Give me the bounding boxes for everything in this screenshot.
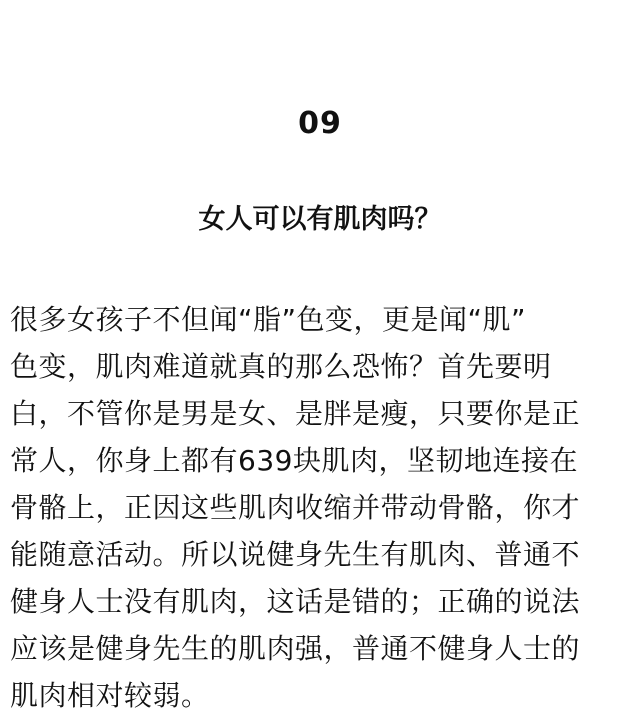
paragraph-line: 很多女孩子不但闻“脂”色变，更是闻“肌”: [10, 303, 527, 336]
paragraph-line: 肌肉相对较弱。: [10, 679, 210, 712]
paragraph-line: 色变，肌肉难道就真的那么恐怖？首先要明: [10, 350, 552, 383]
paragraph-line: 常人，你身上都有639块肌肉，坚韧地连接在: [10, 444, 578, 477]
paragraph-line: 白，不管你是男是女、是胖是瘦，只要你是正: [10, 397, 581, 430]
article-paragraph: [10, 296, 634, 719]
paragraph-line: 骨骼上，正因这些肌肉收缩并带动骨骼，你才: [10, 491, 581, 524]
section-title: 女人可以有肌肉吗？: [198, 204, 442, 235]
paragraph-line: 能随意活动。所以说健身先生有肌肉、普通不: [10, 538, 581, 571]
paragraph-line: 健身人士没有肌肉，这话是错的；正确的说法: [10, 585, 581, 618]
section-number: 09: [298, 106, 342, 141]
paragraph-line: 应该是健身先生的肌肉强，普通不健身人士的: [10, 632, 581, 665]
